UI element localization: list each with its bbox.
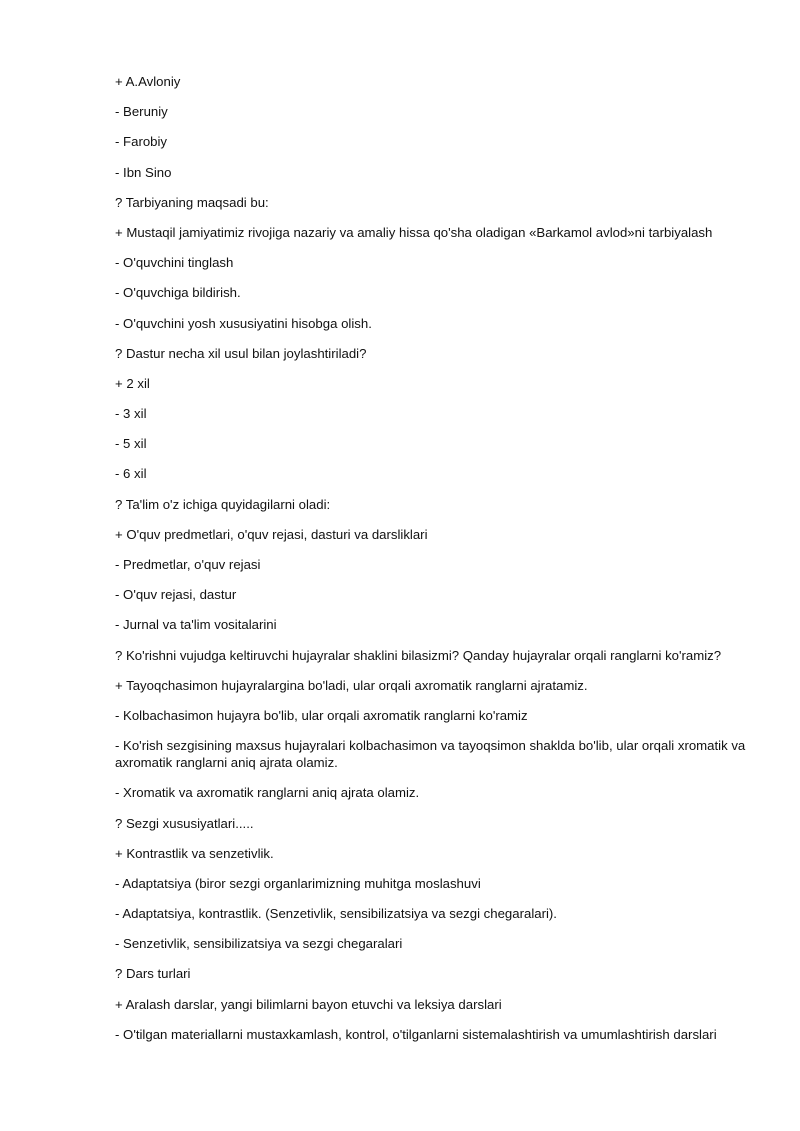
question-line: ? Ta'lim o'z ichiga quyidagilarni oladi: — [115, 496, 331, 512]
answer-line: - Kolbachasimon hujayra bo'lib, ular orqali axromatik ranglarni ko'ramiz — [115, 707, 528, 723]
question-line: ? Tarbiyaning maqsadi bu: — [115, 194, 269, 210]
answer-line: - Adaptatsiya, kontrastlik. (Senzetivlik, sensibilizatsiya va sezgi chegaralari). — [115, 906, 557, 922]
answer-line: + 2 xil — [115, 375, 150, 391]
answer-line: - O'tilgan materiallarni mustaxkamlash, kontrol, o'tilganlarni sistemalashtirish va umumlashtirish darslari — [115, 1026, 717, 1042]
answer-line: + Tayoqchasimon hujayralargina bo'ladi, ular orqali axromatik ranglarni ajratamiz. — [115, 677, 588, 693]
answer-line: + Kontrastlik va senzetivlik. — [115, 845, 274, 861]
document-content — [115, 73, 750, 1056]
answer-line: - Ko'rish sezgisining maxsus hujayralari kolbachasimon va tayoqsimon shaklda bo'lib, ular orqali xromatik va axromatik ranglarni aniq ajrata olamiz. — [115, 738, 746, 771]
answer-line: + Mustaqil jamiyatimiz rivojiga nazariy va amaliy hissa qo'sha oladigan «Barkamol avlod»ni tarbiyalash — [115, 224, 713, 240]
answer-line: - Beruniy — [115, 104, 168, 120]
answer-line: - O'quvchiga bildirish. — [115, 285, 241, 301]
question-line: ? Ko'rishni vujudga keltiruvchi hujayralar shaklini bilasizmi? Qanday hujayralar orqali ranglarni ko'ramiz? — [115, 647, 722, 663]
answer-line: - Farobiy — [115, 134, 168, 150]
answer-line: - Senzetivlik, sensibilizatsiya va sezgi chegaralari — [115, 936, 403, 952]
question-line: ? Dastur necha xil usul bilan joylashtiriladi? — [115, 345, 367, 361]
answer-line: - O'quv rejasi, dastur — [115, 587, 237, 603]
question-line: ? Sezgi xususiyatlari..... — [115, 815, 254, 831]
answer-line: + Aralash darslar, yangi bilimlarni bayon etuvchi va leksiya darslari — [115, 996, 502, 1012]
question-line: ? Dars turlari — [115, 966, 191, 982]
answer-line: - 6 xil — [115, 466, 147, 482]
answer-line: + O'quv predmetlari, o'quv rejasi, dasturi va darsliklari — [115, 526, 428, 542]
answer-line: - O'quvchini tinglash — [115, 255, 234, 271]
answer-line: - Adaptatsiya (biror sezgi organlarimizning muhitga moslashuvi — [115, 875, 481, 891]
answer-line: + A.Avloniy — [115, 74, 181, 89]
answer-line: - Xromatik va axromatik ranglarni aniq ajrata olamiz. — [115, 785, 420, 801]
answer-line: - O'quvchini yosh xususiyatini hisobga olish. — [115, 315, 372, 331]
answer-line: - Ibn Sino — [115, 164, 172, 180]
answer-line: - 5 xil — [115, 436, 147, 452]
answer-line: - Predmetlar, o'quv rejasi — [115, 557, 261, 572]
answer-line: - Jurnal va ta'lim vositalarini — [115, 617, 277, 633]
answer-line: - 3 xil — [115, 406, 147, 422]
